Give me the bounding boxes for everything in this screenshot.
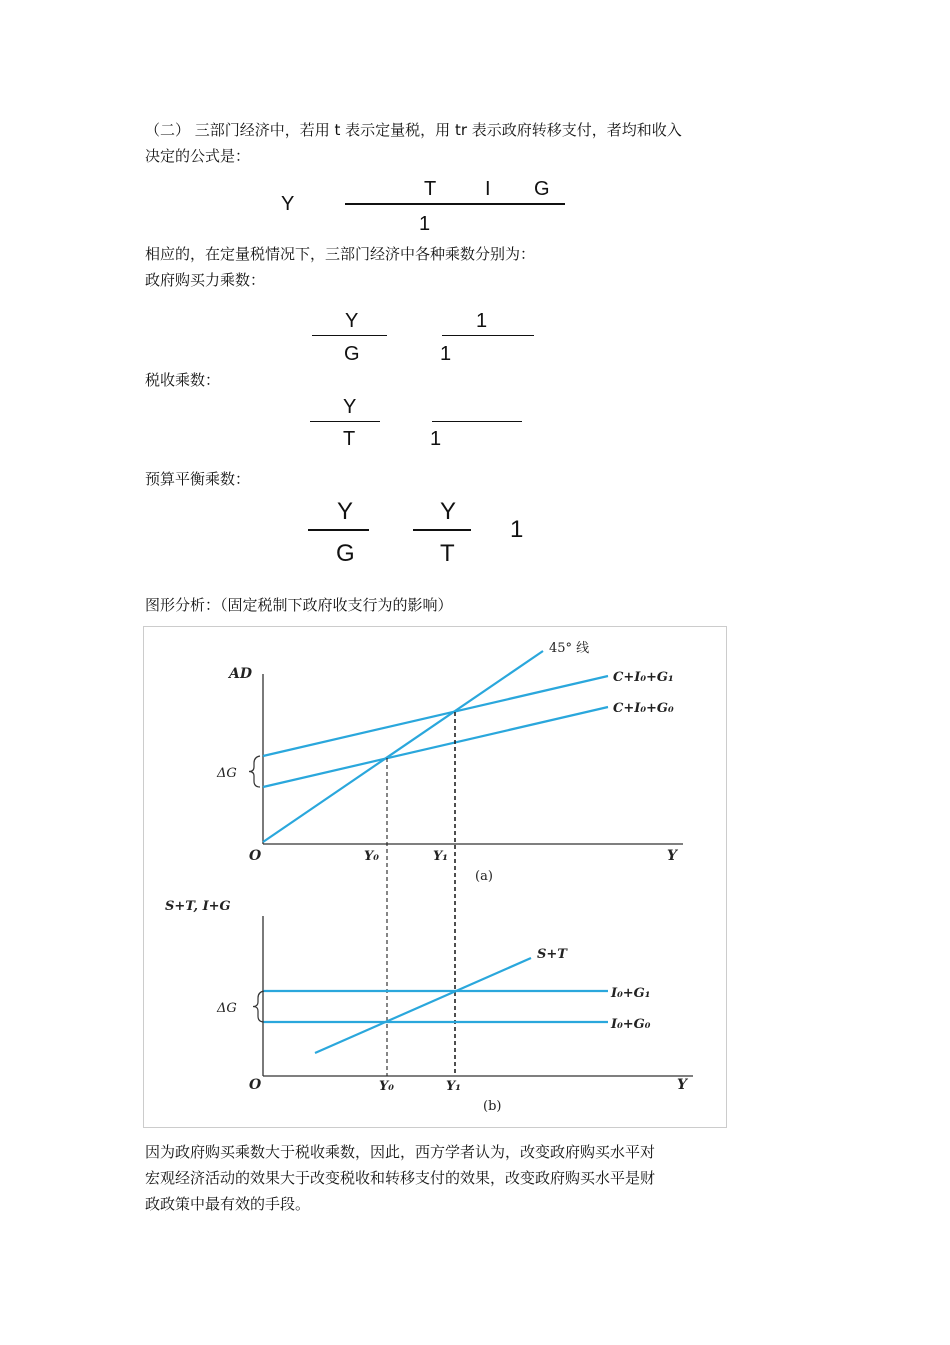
- gov-purchase-bar: [312, 335, 387, 336]
- gov-purchase-num: Y: [345, 310, 359, 332]
- balanced-label: 预算平衡乘数：: [145, 470, 251, 488]
- panel-a-y0-label: Y₀: [364, 849, 379, 864]
- panel-b-y1-label: Y₁: [446, 1079, 461, 1094]
- panel-a-upper-label: C+I₀+G₁: [613, 670, 674, 685]
- panel-b-st-label: S+T: [537, 947, 567, 962]
- formula-den: 1: [419, 213, 431, 235]
- fiscal-policy-graph: [143, 626, 727, 1128]
- multipliers-intro: 相应的，在定量税情况下，三部门经济中各种乘数分别为：: [145, 245, 536, 263]
- formula-num-t: T: [424, 178, 437, 200]
- panel-a-y1-label: Y₁: [433, 849, 448, 864]
- panel-b-upper-label: I₀+G₁: [611, 986, 651, 1001]
- balanced-num-1: Y: [337, 498, 354, 525]
- formula-num-g: G: [534, 178, 550, 200]
- conclusion-line-1: 因为政府购买乘数大于税收乘数，因此，西方学者认为，改变政府购买水平对: [145, 1143, 656, 1161]
- tax-rhs-bar: [432, 421, 522, 422]
- conclusion-line-3: 政政策中最有效的手段。: [145, 1195, 311, 1213]
- gov-purchase-label: 政府购买力乘数：: [145, 271, 266, 289]
- panel-b-x-label: Y: [677, 1077, 687, 1093]
- panel-a-delta-label: ΔG: [217, 766, 237, 781]
- balanced-den-2: T: [440, 540, 455, 567]
- gov-purchase-rhs-num: 1: [476, 310, 488, 332]
- panel-a-y-label: AD: [229, 666, 253, 682]
- conclusion-line-2: 宏观经济活动的效果大于改变税收和转移支付的效果，改变政府购买水平是财: [145, 1169, 656, 1187]
- panel-a-origin: O: [249, 848, 262, 864]
- tax-rhs-den: 1: [430, 428, 442, 450]
- panel-a-lower-label: C+I₀+G₀: [613, 701, 674, 716]
- tax-num: Y: [343, 396, 357, 418]
- panel-a-caption: (a): [475, 869, 493, 884]
- panel-b-caption: (b): [483, 1099, 502, 1114]
- formula-fraction-bar: [345, 203, 565, 205]
- graph-caption: 图形分析：（固定税制下政府收支行为的影响）: [145, 596, 453, 614]
- panel-a-45-label: 45° 线: [549, 641, 590, 656]
- panel-b-y0-label: Y₀: [379, 1079, 394, 1094]
- balanced-den-1: G: [336, 540, 355, 567]
- panel-b-delta-label: ΔG: [217, 1001, 237, 1016]
- formula-num-i: I: [485, 178, 491, 200]
- panel-a-x-label: Y: [667, 848, 677, 864]
- formula-lhs-y: Y: [281, 193, 295, 215]
- gov-purchase-den: G: [344, 343, 360, 365]
- intro-line-2: 决定的公式是：: [145, 147, 251, 165]
- graph-svg: [143, 626, 727, 1128]
- tax-bar: [310, 421, 380, 422]
- balanced-bar-1: [308, 529, 369, 531]
- tax-den: T: [343, 428, 356, 450]
- balanced-rhs: 1: [510, 516, 524, 543]
- balanced-bar-2: [413, 529, 471, 531]
- panel-b-origin: O: [249, 1077, 262, 1093]
- tax-label: 税收乘数：: [145, 371, 221, 389]
- gov-purchase-rhs-bar: [442, 335, 534, 336]
- gov-purchase-rhs-den: 1: [440, 343, 452, 365]
- intro-line-1: （二） 三部门经济中，若用 t 表示定量税，用 tr 表示政府转移支付，者均和收入: [145, 121, 682, 139]
- panel-b-lower-label: I₀+G₀: [611, 1017, 651, 1032]
- balanced-num-2: Y: [440, 498, 457, 525]
- panel-b-y-label: S+T, I+G: [165, 899, 231, 914]
